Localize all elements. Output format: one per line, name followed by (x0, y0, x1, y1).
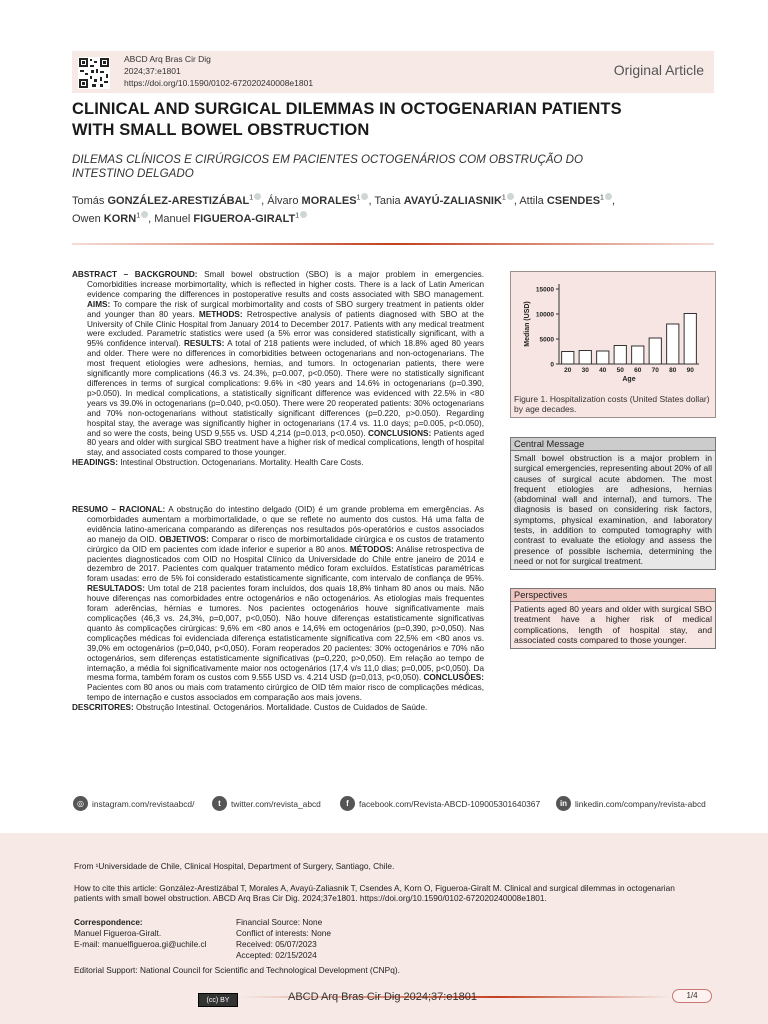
orcid-icon[interactable] (507, 193, 514, 200)
figure-box (510, 271, 716, 418)
accepted-date: Accepted: 02/15/2024 (236, 950, 317, 960)
journal-name: ABCD Arq Bras Cir Dig (124, 54, 211, 64)
section-label: Original Article (613, 62, 704, 78)
title-line: CLINICAL AND SURGICAL DILEMMAS IN OCTOGENARIAN PATIENTS (72, 100, 622, 118)
linkedin-icon: in (556, 796, 571, 811)
correspondence-email[interactable]: E-mail: manuelfigueroa.gi@uchile.cl (74, 939, 207, 949)
bar (562, 352, 574, 365)
orcid-icon[interactable] (141, 211, 148, 218)
page-number: 1/4 (672, 989, 712, 1003)
bar-chart (519, 276, 709, 392)
author: Attila CSENDES$^1$ , (519, 194, 616, 207)
twitter-icon: t (212, 796, 227, 811)
journal-header (72, 51, 714, 93)
linkedin-link[interactable]: in linkedin.com/company/revista-abcd (556, 796, 706, 811)
y-tick-label: 15000 (535, 286, 554, 294)
x-tick-label: 20 (564, 367, 572, 374)
financial-source: Financial Source: None (236, 917, 323, 927)
y-axis-label: Median (USD) (524, 301, 531, 347)
central-message-box (510, 437, 716, 570)
descriptors-line: DESCRITORES: Obstrução Intestinal. Octogenários. Mortalidade. Custos de Cuidados de Saúde. (72, 703, 428, 713)
x-tick-label: 50 (616, 367, 624, 374)
author: Owen KORN$^1$ , (72, 212, 155, 226)
instagram-icon: ◎ (73, 796, 88, 811)
conflict-of-interests: Conflict of interests: None (236, 928, 331, 938)
author: Álvaro MORALES$^1$ , (267, 194, 375, 207)
bar (684, 314, 696, 365)
central-message-heading: Central Message (511, 438, 715, 451)
y-tick-label: 5000 (539, 336, 554, 344)
bar (579, 351, 591, 365)
perspectives-box (510, 588, 716, 649)
x-tick-label: 40 (599, 367, 607, 374)
x-tick-label: 30 (581, 367, 589, 374)
social-links (73, 796, 715, 816)
citation-line: patients with small bowel obstruction. ABCD Arq Bras Cir Dig. 2024;37e1801. https://doi.org/10.1590/0102-672020240008e1801. (74, 893, 547, 903)
orcid-icon[interactable] (300, 211, 307, 218)
x-tick-label: 90 (686, 367, 694, 374)
x-tick-label: 70 (651, 367, 659, 374)
author: Tomás GONZÁLEZ-ARESTIZÁBAL$^1$ , (72, 194, 268, 207)
subtitle-line: DILEMAS CLÍNICOS E CIRÚRGICOS EM PACIENTES OCTOGENÁRIOS COM OBSTRUÇÃO DO (72, 153, 584, 166)
x-tick-label: 60 (634, 367, 642, 374)
received-date: Received: 05/07/2023 (236, 939, 317, 949)
abstract-portuguese (72, 505, 484, 713)
author: Tania AVAYÚ-ZALIASNIK$^1$ , (374, 194, 520, 207)
author-list (72, 190, 712, 227)
orcid-icon[interactable] (361, 193, 368, 200)
bar (667, 324, 679, 364)
perspectives-heading: Perspectives (511, 589, 715, 602)
subtitle-line: INTESTINO DELGADO (72, 166, 194, 180)
orcid-icon[interactable] (254, 193, 261, 200)
y-tick-label: 10000 (535, 311, 554, 319)
doi-link[interactable]: https://doi.org/10.1590/0102-672020240008e1801 (124, 78, 314, 88)
perspectives-text: Patients aged 80 years and older with surgical SBO treatment have a higher risk of medical complications, length of hospital stay, and associated costs compared to those younger. (514, 604, 712, 645)
affiliation: From ¹Universidade de Chile, Clinical Hospital, Department of Surgery, Santiago, Chile. (74, 861, 395, 871)
central-message-text: Small bowel obstruction is a major problem in surgical emergencies, representing about 20% of all causes of surgical acute abdomen. The most frequent etiologies are adhesions, hernias (abdominal wall and internal), and tumors. The diagnosis is based on considering risk factors, symptoms, physical examination, and laboratory tests, in addition to computed tomography with contrast to evaluate the etiology and assess the presence of possible ischemia, determining the need or not for surgical treatment. (514, 453, 712, 566)
article-subtitle (72, 153, 632, 180)
article-title (72, 99, 692, 141)
footer-journal-citation: ABCD Arq Bras Cir Dig 2024;37:e1801 (288, 991, 477, 1003)
cc-license-badge[interactable]: (cc) BY (198, 993, 238, 1007)
bar (632, 346, 644, 364)
editorial-support: Editorial Support: National Council for Scientific and Technological Development (CNPq). (74, 965, 400, 975)
abstract-paragraph: RESUMO – RACIONAL: A obstrução do intestino delgado (OID) é um grande problema em emergências. As comorbidades aumentam a morbimortalidade, o que se reflete no aumento dos custos. Há uma falta de evidência latino-americana comparando as diferenças nos resultados pós-operatórios e custos associados ao manejo da OID. OBJETIVOS: Comparar o risco de morbimortalidade cirúrgica e os custos de tratamento cirúrgico da OID em pacientes com idade inferior e superior a 80 anos. MÉTODOS: Análise retrospectiva de pacientes diagnosticados com OID no Hospital Clínico da Universidade do Chile entre janeiro de 2014 e dezembro de 2017. Pacientes com qualquer tratamento médico foram excluídos. Estatísticas paramétricas foram usadas: erro de 5% foi considerado estatisticamente significante, com intervalo de confiança de 95%. RESULTADOS: Um total de 218 pacientes foram incluídos, dos quais 18,8% tinham 80 anos ou mais. Não houve diferenças nas comorbidades entre octogenários e não octogenários. As etiologias mais frequentes foram aderências, hérnias e tumores. Nos pacientes octogenários houve significativamente mais complicações (46,3 vs. 24,3%, p=0,007, p<0,050). Não houve diferenças estatisticamente significativas quanto às complicações cirúrgicas: 9,6% em <80 anos e 14,6% em octogenários (p=0,390, p>0,050). Nas complicações médicas foi evidenciada diferença estatisticamente significativa com 22,5% em <80 anos vs. 39,0% em octogenários (p=0,040, p<0,050). Foram reoperados 20 pacientes: 30% octogenários e 70% não octogenários, sem diferenças estatisticamente significativas (p=0,220, p>0,050). Em relação ao tempo de internação, a média foi significativamente maior nos octogenários (17,4 v/s 11,0 dias; p=0,005, p<0,050). Da mesma forma, também foram os custos com 9.555 USD vs. 4.214 USD (p=0,013, p<0,050). CONCLUSÕES: Pacientes com 80 anos ou mais com tratamento cirúrgico de OID têm maior risco de complicações médicas, tempo de internação e custos associados em comparação aos mais jovens. (72, 505, 485, 703)
orcid-icon[interactable] (605, 193, 612, 200)
bar (649, 338, 661, 364)
abstract-english (72, 270, 484, 468)
bar (614, 346, 626, 365)
facebook-link[interactable]: f facebook.com/Revista-ABCD-109005301640367 (340, 796, 540, 811)
correspondence-name: Manuel Figueroa-Giralt. (74, 928, 162, 938)
x-tick-label: 80 (669, 367, 677, 374)
citation-line: How to cite this article: González-Arestizábal T, Morales A, Avayú-Zaliasnik T, Csendes A, Korn O, Figueroa-Giralt M. Clinical and surgical dilemmas in octogenarian (74, 883, 675, 893)
x-axis-label: Age (622, 376, 636, 383)
twitter-link[interactable]: t twitter.com/revista_abcd (212, 796, 321, 811)
y-tick-label: 0 (550, 361, 554, 369)
title-line: WITH SMALL BOWEL OBSTRUCTION (72, 121, 370, 139)
author: Manuel FIGUEROA-GIRALT$^1$ (154, 213, 307, 225)
abstract-paragraph: ABSTRACT – BACKGROUND: Small bowel obstruction (SBO) is a major problem in emergencies. Comorbidities increase morbimortality, which is reflected in higher costs. There is a lack of Latin American evidence comparing the differences in postoperative results and costs associated with SBO management. AIMS: To compare the risk of surgical morbimortality and costs of SBO surgery treatment in patients older and younger than 80 years. METHODS: Retrospective analysis of patients diagnosed with SBO at the University of Chile Clinic Hospital from January 2014 to December 2017. Patients with any medical treatment were excluded. Parametric statistics were used (a 5% error was considered statistically significant, with a 95% confidence interval). RESULTS: A total of 218 patients were included, of which 18.8% aged 80 years and older. There were no differences in comorbidities between octogenarians and non-octogenarians. The most frequent etiologies were adhesions, hernias, and tumors. In octogenarian patients, there were significantly more complications (46.3 vs. 24.3%, p=0.007, p<0.050). There were no statistically significant differences in terms of surgical complications: 9.6% in <80 years and 14.6% in octogenarians (p=0.390, p>0.050). In medical complications, a statistically significant difference was evidenced with 22.5% in <80 years vs 39.0% in octogenarians (p=0.040, p<0.050). There were 20 reoperated patients: 30% octogenarians and 70% non-octogenarians without statistically significant differences (p=0.220, p>0.050). Regarding hospital stay, the average was significantly higher in octogenarians (17.4 vs. 11.0 days; p=0.005, p<0.050), and so were the costs, being USD 9,555 vs. USD 4,214 (p=0.013, p<0.050). CONCLUSIONS: Patients aged 80 years and older with surgical SBO treatment have a higher risk of medical complications, length of hospital stay, and associated costs compared to those younger. (72, 270, 484, 458)
facebook-icon: f (340, 796, 355, 811)
correspondence-label: Correspondence: (74, 917, 143, 927)
bar (597, 351, 609, 364)
qr-code-icon (78, 57, 110, 89)
journal-volume: 2024;37:e1801 (124, 66, 181, 76)
title-divider (72, 243, 714, 245)
figure-caption: Figure 1. Hospitalization costs (United States dollar) by age decades. (514, 394, 710, 414)
instagram-link[interactable]: ◎ instagram.com/revistaabcd/ (73, 796, 194, 811)
headings-line: HEADINGS: Intestinal Obstruction. Octogenarians. Mortality. Health Care Costs. (72, 458, 364, 468)
